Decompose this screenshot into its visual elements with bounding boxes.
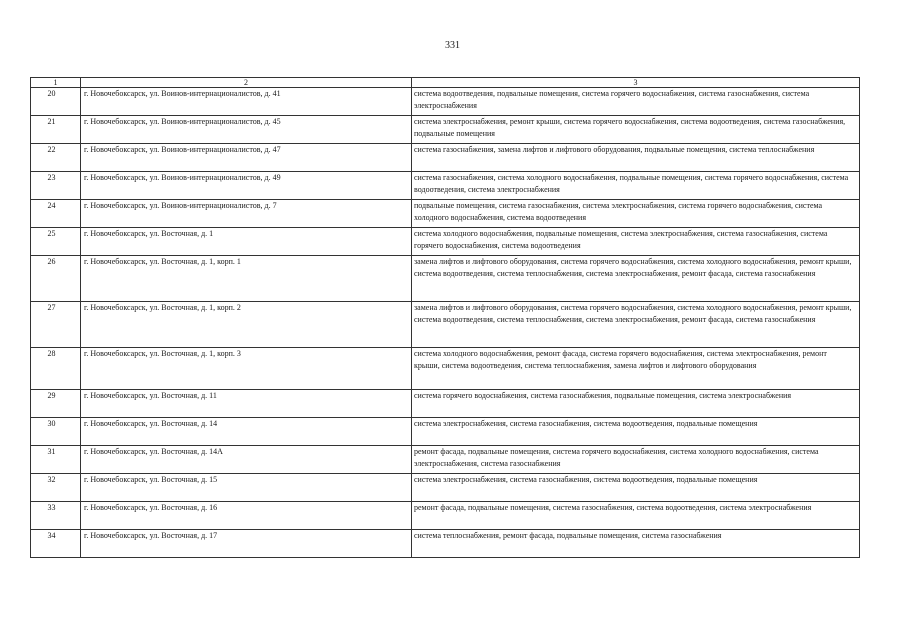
table-row [31, 302, 860, 348]
row-number: 33 [31, 502, 81, 530]
table-row [31, 172, 860, 200]
page-number: 331 [445, 40, 460, 51]
table-row [31, 390, 860, 418]
row-systems: система газоснабжения, система холодного водоснабжения, подвальные помещения, система горячего водоснабжения, система водоотведения, система электроснабжения [412, 172, 860, 200]
table-row [31, 144, 860, 172]
row-address: г. Новочебоксарск, ул. Восточная, д. 14 [81, 418, 412, 446]
row-number: 26 [31, 256, 81, 302]
row-number: 24 [31, 200, 81, 228]
row-systems: система электроснабжения, ремонт крыши, система горячего водоснабжения, система водоотведения, система газоснабжения, подвальные помещения [412, 116, 860, 144]
row-systems: система электроснабжения, система газоснабжения, система водоотведения, подвальные помещения [412, 474, 860, 502]
row-address: г. Новочебоксарск, ул. Воинов-интернационалистов, д. 47 [81, 144, 412, 172]
table-row [31, 474, 860, 502]
row-systems: замена лифтов и лифтового оборудования, система горячего водоснабжения, система холодного водоснабжения, ремонт крыши, система водоотведения, система теплоснабжения, система электроснабжения, ремонт фасада, система газоснабжения [412, 256, 860, 302]
table-row [31, 88, 860, 116]
row-number: 20 [31, 88, 81, 116]
table-row [31, 116, 860, 144]
row-number: 32 [31, 474, 81, 502]
row-number: 29 [31, 390, 81, 418]
row-number: 23 [31, 172, 81, 200]
row-address: г. Новочебоксарск, ул. Воинов-интернационалистов, д. 45 [81, 116, 412, 144]
housing-register-table [30, 77, 860, 558]
row-address: г. Новочебоксарск, ул. Восточная, д. 15 [81, 474, 412, 502]
table-row [31, 348, 860, 390]
column-header-systems: 3 [412, 78, 860, 88]
table-header-row [31, 78, 860, 88]
row-systems: ремонт фасада, подвальные помещения, система газоснабжения, система водоотведения, система электроснабжения [412, 502, 860, 530]
row-number: 25 [31, 228, 81, 256]
row-systems: замена лифтов и лифтового оборудования, система горячего водоснабжения, система холодного водоснабжения, ремонт крыши, система водоотведения, система теплоснабжения, система электроснабжения, ремонт фасада, система газоснабжения [412, 302, 860, 348]
table-row [31, 446, 860, 474]
row-number: 21 [31, 116, 81, 144]
row-address: г. Новочебоксарск, ул. Восточная, д. 14А [81, 446, 412, 474]
row-number: 28 [31, 348, 81, 390]
row-address: г. Новочебоксарск, ул. Восточная, д. 1, корп. 1 [81, 256, 412, 302]
table-row [31, 200, 860, 228]
row-systems: система водоотведения, подвальные помещения, система горячего водоснабжения, система газоснабжения, система электроснабжения [412, 88, 860, 116]
row-number: 30 [31, 418, 81, 446]
table-row [31, 502, 860, 530]
row-systems: подвальные помещения, система газоснабжения, система электроснабжения, система горячего водоснабжения, система холодного водоснабжения, система водоотведения [412, 200, 860, 228]
row-number: 27 [31, 302, 81, 348]
row-number: 31 [31, 446, 81, 474]
table-row [31, 418, 860, 446]
row-systems: система холодного водоснабжения, подвальные помещения, система электроснабжения, система газоснабжения, система горячего водоснабжения, система водоотведения [412, 228, 860, 256]
row-address: г. Новочебоксарск, ул. Восточная, д. 11 [81, 390, 412, 418]
row-systems: система электроснабжения, система газоснабжения, система водоотведения, подвальные помещения [412, 418, 860, 446]
row-number: 34 [31, 530, 81, 558]
row-address: г. Новочебоксарск, ул. Воинов-интернационалистов, д. 7 [81, 200, 412, 228]
table-row [31, 530, 860, 558]
row-address: г. Новочебоксарск, ул. Восточная, д. 1 [81, 228, 412, 256]
row-systems: система теплоснабжения, ремонт фасада, подвальные помещения, система газоснабжения [412, 530, 860, 558]
row-address: г. Новочебоксарск, ул. Восточная, д. 16 [81, 502, 412, 530]
row-systems: ремонт фасада, подвальные помещения, система горячего водоснабжения, система холодного водоснабжения, система электроснабжения, система газоснабжения [412, 446, 860, 474]
row-systems: система горячего водоснабжения, система газоснабжения, подвальные помещения, система электроснабжения [412, 390, 860, 418]
row-address: г. Новочебоксарск, ул. Восточная, д. 17 [81, 530, 412, 558]
row-address: г. Новочебоксарск, ул. Воинов-интернационалистов, д. 41 [81, 88, 412, 116]
table-row [31, 228, 860, 256]
row-systems: система холодного водоснабжения, ремонт фасада, система горячего водоснабжения, система электроснабжения, ремонт крыши, система водоотведения, система теплоснабжения, замена лифтов и лифтового оборудования [412, 348, 860, 390]
row-address: г. Новочебоксарск, ул. Восточная, д. 1, корп. 3 [81, 348, 412, 390]
row-address: г. Новочебоксарск, ул. Восточная, д. 1, корп. 2 [81, 302, 412, 348]
row-number: 22 [31, 144, 81, 172]
row-systems: система газоснабжения, замена лифтов и лифтового оборудования, подвальные помещения, система теплоснабжения [412, 144, 860, 172]
column-header-number: 1 [31, 78, 81, 88]
column-header-address: 2 [81, 78, 412, 88]
table-row [31, 256, 860, 302]
row-address: г. Новочебоксарск, ул. Воинов-интернационалистов, д. 49 [81, 172, 412, 200]
